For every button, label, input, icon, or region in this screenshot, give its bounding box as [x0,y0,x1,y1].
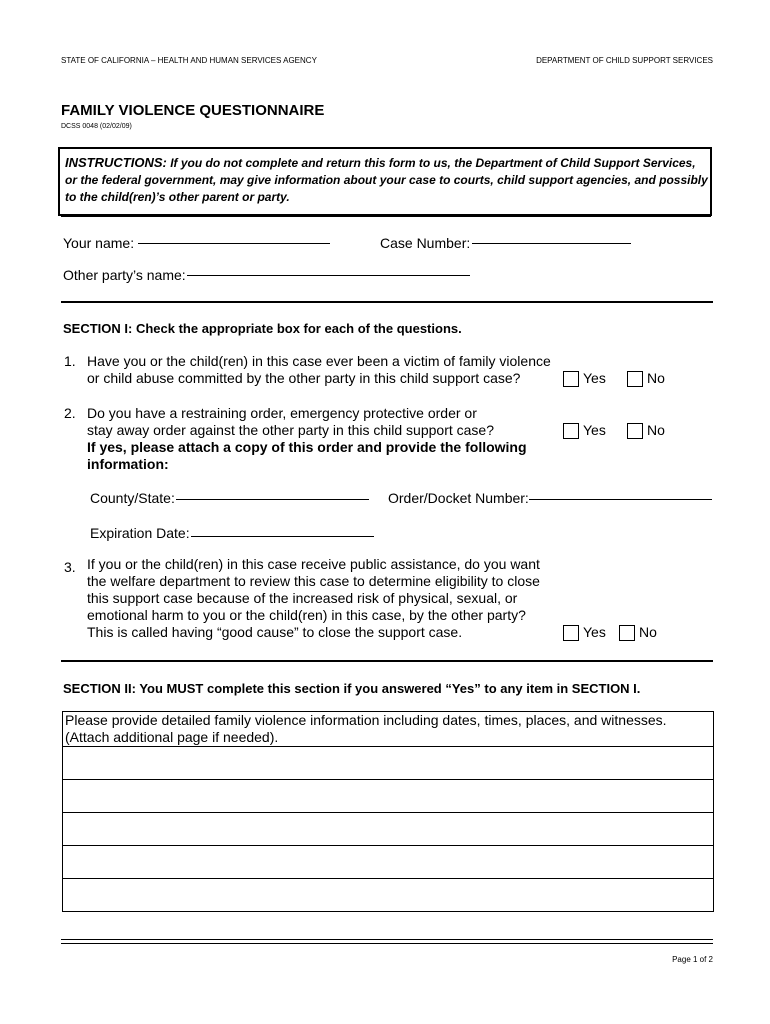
q1-yes-checkbox[interactable] [563,371,579,387]
expiration-label: Expiration Date: [90,525,190,541]
q2-bold-line1: If yes, please attach a copy of this order and provide the following [87,439,527,455]
q2-no-checkbox[interactable] [627,423,643,439]
agency-header: STATE OF CALIFORNIA – HEALTH AND HUMAN SERVICES AGENCY [61,56,317,65]
section1-heading: SECTION I: Check the appropriate box for each of the questions. [63,321,462,336]
q2-number: 2. [64,405,76,421]
order-docket-field[interactable] [529,499,712,500]
details-row[interactable] [63,747,714,780]
page-number: Page 1 of 2 [672,955,713,964]
county-state-label: County/State: [90,490,175,506]
details-line2: (Attach additional page if needed). [65,729,279,745]
details-row[interactable] [63,846,714,879]
q2-bold-line2: information: [87,456,169,472]
instructions-box [58,147,712,216]
section2-heading: SECTION II: You MUST complete this section if you answered “Yes” to any item in SECTION I. [63,681,641,696]
q3-yes-checkbox[interactable] [563,625,579,641]
q2-yes-checkbox[interactable] [563,423,579,439]
order-docket-label: Order/Docket Number: [388,490,529,506]
q1-text [87,353,551,387]
q3-line1: If you or the child(ren) in this case receive public assistance, do you want [87,556,540,572]
other-party-label: Other party’s name: [63,267,186,283]
q3-line3: this support case because of the increased risk of physical, sexual, or [87,590,518,606]
details-row[interactable] [63,813,714,846]
q2-line1: Do you have a restraining order, emergency protective order or [87,405,477,421]
footer-rule-bottom [61,943,713,944]
form-number: DCSS 0048 (02/02/09) [61,123,132,130]
q3-text [87,556,540,641]
instructions-text: If you do not complete and return this form to us, the Department of Child Support Services, or the federal government, may give information about your case to courts, child support agencies, and possibly to the child(ren)’s other parent or party. [65,156,708,204]
divider [61,660,713,662]
q3-line2: the welfare department to review this case to determine eligibility to close [87,573,540,589]
case-number-label: Case Number: [380,235,471,251]
details-row[interactable] [63,879,714,912]
q3-number: 3. [64,559,76,575]
details-row[interactable] [63,780,714,813]
q1-line2: or child abuse committed by the other party in this child support case? [87,370,521,386]
q1-yes-label: Yes [583,370,606,386]
q1-line1: Have you or the child(ren) in this case ever been a victim of family violence [87,353,551,369]
department-header: DEPARTMENT OF CHILD SUPPORT SERVICES [536,56,713,65]
instructions-label: INSTRUCTIONS: [65,155,167,170]
details-instructions-cell [63,712,714,747]
your-name-label: Your name: [63,235,135,251]
q1-no-checkbox[interactable] [627,371,643,387]
details-table [62,711,714,912]
q3-line4: emotional harm to you or the child(ren) in this case, by the other party? [87,607,526,623]
county-state-field[interactable] [176,499,369,500]
footer-rule-top [61,939,713,940]
your-name-field[interactable] [138,243,330,244]
q2-no-label: No [647,422,665,438]
divider [61,301,713,303]
case-number-field[interactable] [472,243,631,244]
other-party-field[interactable] [187,275,470,276]
q2-text [87,405,527,473]
form-title: FAMILY VIOLENCE QUESTIONNAIRE [61,102,325,119]
expiration-field[interactable] [191,536,374,537]
q3-line5: This is called having “good cause” to close the support case. [87,624,463,640]
q2-line2: stay away order against the other party in this child support case? [87,422,494,438]
q1-no-label: No [647,370,665,386]
q3-yes-label: Yes [583,624,606,640]
q2-yes-label: Yes [583,422,606,438]
details-line1: Please provide detailed family violence information including dates, times, places, and witnesses. [65,712,667,728]
q3-no-checkbox[interactable] [619,625,635,641]
q3-no-label: No [639,624,657,640]
q1-number: 1. [64,353,76,369]
